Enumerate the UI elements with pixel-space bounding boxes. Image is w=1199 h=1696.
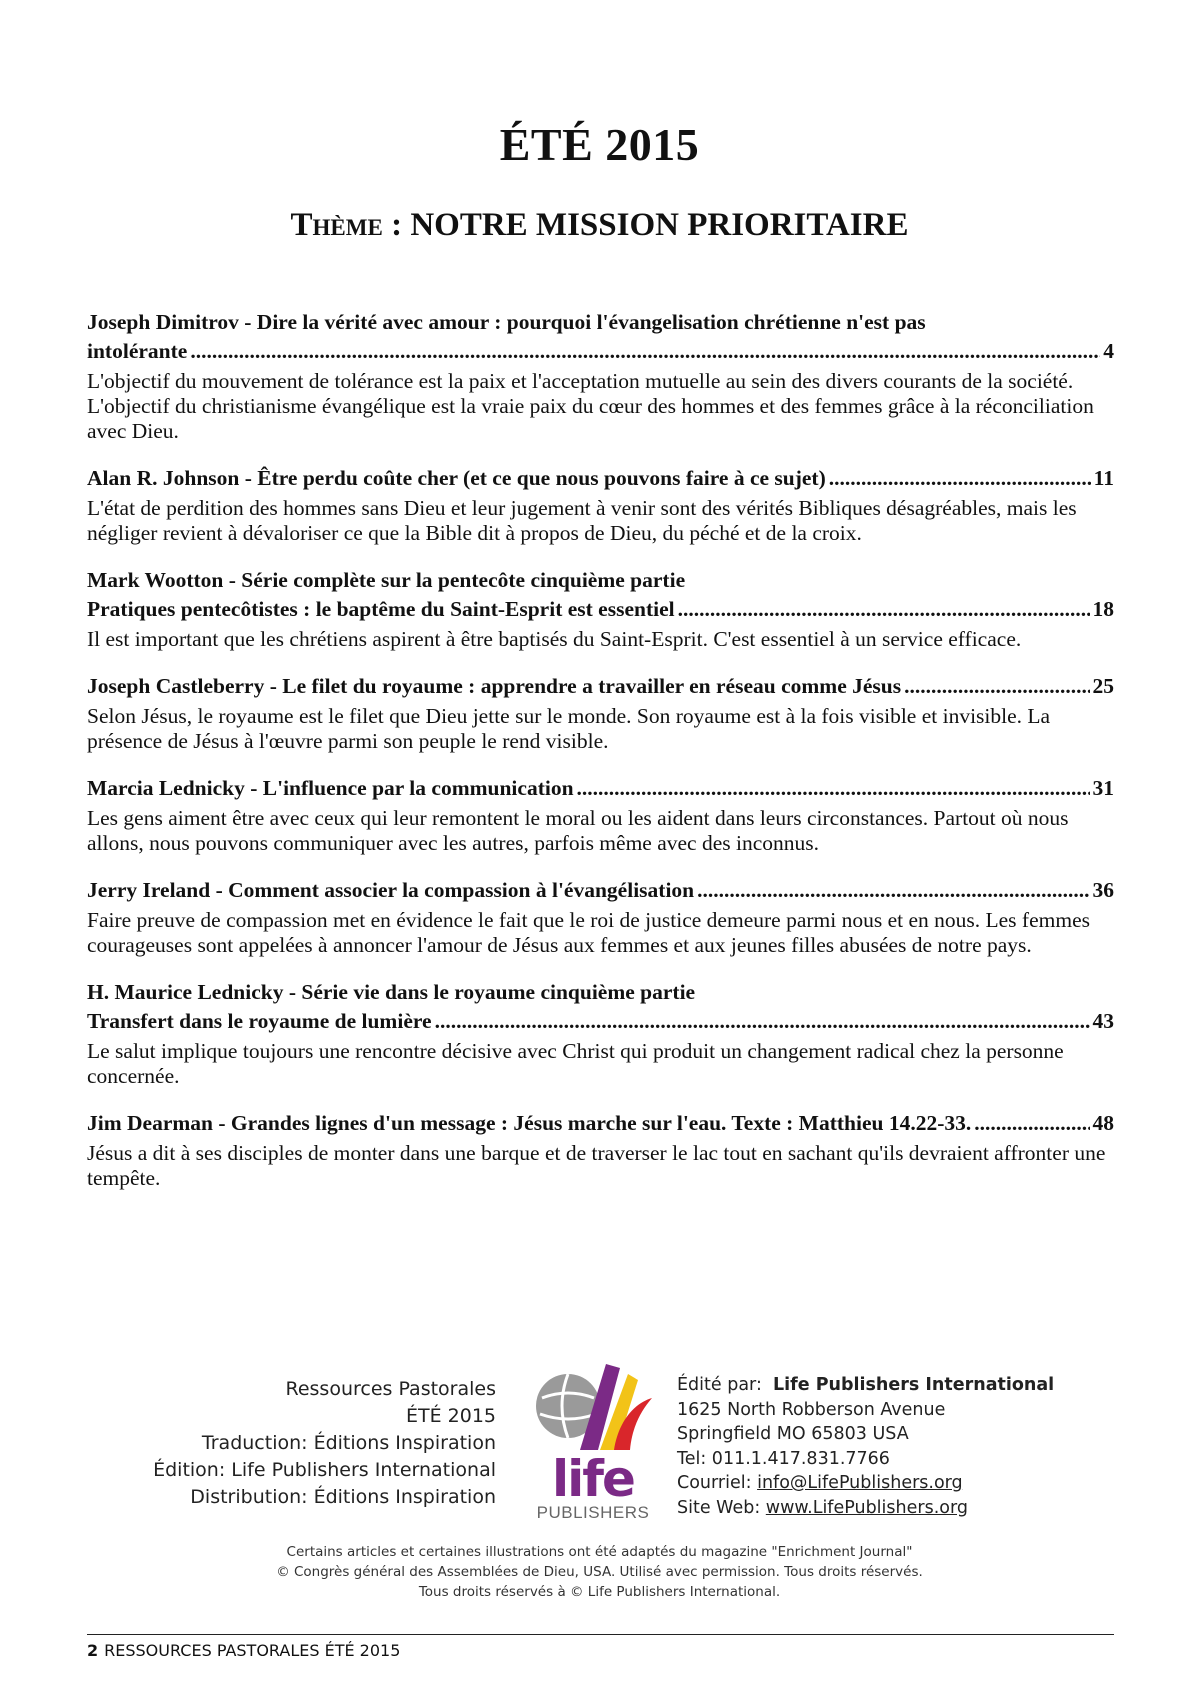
leader-dots: [829, 464, 1091, 493]
publisher-tel: Tel: 011.1.417.831.7766: [677, 1448, 890, 1469]
footer-divider: [87, 1634, 1114, 1635]
page-number: 2: [87, 1641, 99, 1660]
toc-entry-title-line1[interactable]: Mark Wootton - Série complète sur la pentecôte cinquième partie: [87, 568, 686, 592]
credits-line: Ressources Pastorales: [285, 1378, 496, 1400]
page-title: ÉTÉ 2015: [499, 119, 700, 170]
toc-entry-title[interactable]: [87, 1109, 1114, 1138]
toc-entry: [87, 978, 1114, 1089]
email-link[interactable]: info@LifePublishers.org: [757, 1473, 963, 1493]
publisher-web-line: [677, 1496, 1054, 1521]
logo-wordmark: life: [552, 1450, 634, 1508]
leader-dots: [974, 1109, 1089, 1138]
leader-dots: [697, 876, 1089, 905]
toc-entry-page: 25: [1092, 674, 1114, 698]
credits-line: Édition: Life Publishers International: [153, 1459, 496, 1481]
toc-entry: [87, 464, 1114, 546]
publisher-address2: Springfield MO 65803 USA: [677, 1424, 909, 1444]
toc-entry: [87, 774, 1114, 856]
toc-entry-page: 18: [1092, 597, 1114, 621]
toc-entry-title[interactable]: [87, 774, 1114, 803]
toc-entry: [87, 876, 1114, 958]
leader-dots: [577, 774, 1090, 803]
running-title: RESSOURCES PASTORALES ÉTÉ 2015: [104, 1641, 401, 1660]
toc-entry: [87, 672, 1114, 754]
toc-entry-page: 4: [1103, 339, 1114, 363]
toc-entry-description: Il est important que les chrétiens aspirent à être baptisés du Saint-Esprit. C'est essentiel à un service efficace.: [87, 627, 1022, 651]
publisher-info: [677, 1373, 1054, 1520]
life-publishers-logo: [528, 1358, 658, 1522]
toc-entry-description: Le salut implique toujours une rencontre décisive avec Christ qui produit un changement radical chez la personne concernée.: [87, 1039, 1064, 1088]
toc-entry-title-text: Marcia Lednicky - L'influence par la communication: [87, 776, 574, 800]
toc-entry-description: Les gens aiment être avec ceux qui leur remontent le moral ou les aident dans leurs circonstances. Partout où nous allons, nous pouvons communiquer avec les autres, parfois même avec des inconnus.: [87, 806, 1069, 855]
publisher-line: [677, 1373, 1054, 1398]
leader-dots: [678, 595, 1090, 624]
toc-entry-title[interactable]: [87, 337, 1114, 366]
credits-line: ÉTÉ 2015: [405, 1405, 496, 1427]
leader-dots: [190, 337, 1100, 366]
toc-entry-page: 43: [1092, 1009, 1114, 1033]
publisher-email-line: [677, 1471, 1054, 1496]
credits-block: [153, 1376, 496, 1511]
toc-entry-description: Jésus a dit à ses disciples de monter dans une barque et de traverser le lac tout en sachant qu'ils devraient affronter une tempête.: [87, 1141, 1106, 1190]
toc-entry-title[interactable]: [87, 1007, 1114, 1036]
toc-entry-title-text: Joseph Castleberry - Le filet du royaume : apprendre a travailler en réseau comme Jésus: [87, 674, 902, 698]
email-label: Courriel:: [677, 1473, 752, 1493]
theme-label: Thème :: [290, 207, 403, 243]
legal-line: © Congrès général des Assemblées de Dieu, USA. Utilisé avec permission. Tous droits réservés.: [276, 1564, 923, 1580]
toc-entry: [87, 566, 1114, 652]
toc-entry-title-text: Jerry Ireland - Comment associer la compassion à l'évangélisation: [87, 878, 695, 902]
website-link[interactable]: www.LifePublishers.org: [765, 1497, 968, 1518]
toc-entry-title-text: Jim Dearman - Grandes lignes d'un message : Jésus marche sur l'eau. Texte : Matthieu 14.22-33.: [87, 1111, 972, 1135]
legal-notice: [0, 1542, 1199, 1602]
toc-entry-description: Selon Jésus, le royaume est le filet que Dieu jette sur le monde. Son royaume est à la fois visible et invisible. La présence de Jésus à l'œuvre parmi son peuple le rend visible.: [87, 704, 1051, 753]
legal-line: Tous droits réservés à © Life Publishers International.: [418, 1584, 781, 1600]
theme-heading: [0, 207, 1199, 244]
toc-entry-title[interactable]: [87, 672, 1114, 701]
toc-entry: [87, 1109, 1114, 1191]
toc-entry-description: L'état de perdition des hommes sans Dieu et leur jugement à venir sont des vérités Bibliques désagréables, mais les négliger revient à dévaloriser ce que la Bible dit à propos de Dieu, du péché et de la croix.: [87, 496, 1077, 545]
toc-entry-title[interactable]: [87, 595, 1114, 624]
logo-mark-icon: [528, 1358, 658, 1458]
leader-dots: [435, 1007, 1090, 1036]
toc-entry: [87, 308, 1114, 444]
toc-entry-description: Faire preuve de compassion met en évidence le fait que le roi de justice demeure parmi nous et en nous. Les femmes courageuses sont appelées à annoncer l'amour de Jésus aux femmes et aux jeunes filles abusées de notre pays.: [87, 908, 1090, 957]
toc-entry-title-line1[interactable]: Joseph Dimitrov - Dire la vérité avec amour : pourquoi l'évangelisation chrétienne n'est pas: [87, 310, 926, 334]
table-of-contents: [87, 308, 1114, 1211]
credits-line: Distribution: Éditions Inspiration: [190, 1486, 496, 1508]
logo-subtitle: PUBLISHERS: [536, 1503, 650, 1522]
publisher-address1: 1625 North Robberson Avenue: [677, 1399, 946, 1420]
page-footer: [87, 1641, 400, 1660]
toc-entry-page: 31: [1092, 776, 1114, 800]
toc-entry-description: L'objectif du mouvement de tolérance est la paix et l'acceptation mutuelle au sein des divers courants de la société. L'objectif du christianisme évangélique est la vraie paix du cœur des hommes et des femmes grâce à la réconciliation avec Dieu.: [87, 369, 1094, 443]
toc-entry-title-text: Pratiques pentecôtistes : le baptême du Saint-Esprit est essentiel: [87, 597, 675, 621]
toc-entry-title[interactable]: [87, 876, 1114, 905]
theme-value: NOTRE MISSION PRIORITAIRE: [410, 207, 909, 243]
toc-entry-title[interactable]: [87, 464, 1114, 493]
credits-line: Traduction: Éditions Inspiration: [201, 1432, 496, 1454]
leader-dots: [904, 672, 1089, 701]
toc-entry-title-text: Alan R. Johnson - Être perdu coûte cher (et ce que nous pouvons faire à ce sujet): [87, 466, 826, 490]
toc-entry-page: 11: [1093, 466, 1114, 490]
legal-line: Certains articles et certaines illustrations ont été adaptés du magazine "Enrichment Journal": [286, 1544, 913, 1560]
toc-entry-page: 48: [1092, 1111, 1114, 1135]
toc-entry-page: 36: [1092, 878, 1114, 902]
publisher-label: Édité par:: [677, 1375, 762, 1395]
toc-entry-title-text: intolérante: [87, 339, 188, 363]
toc-entry-title-line1[interactable]: H. Maurice Lednicky - Série vie dans le royaume cinquième partie: [87, 980, 696, 1004]
toc-entry-title-text: Transfert dans le royaume de lumière: [87, 1009, 432, 1033]
web-label: Site Web:: [677, 1497, 761, 1518]
publisher-name: Life Publishers International: [772, 1375, 1055, 1395]
